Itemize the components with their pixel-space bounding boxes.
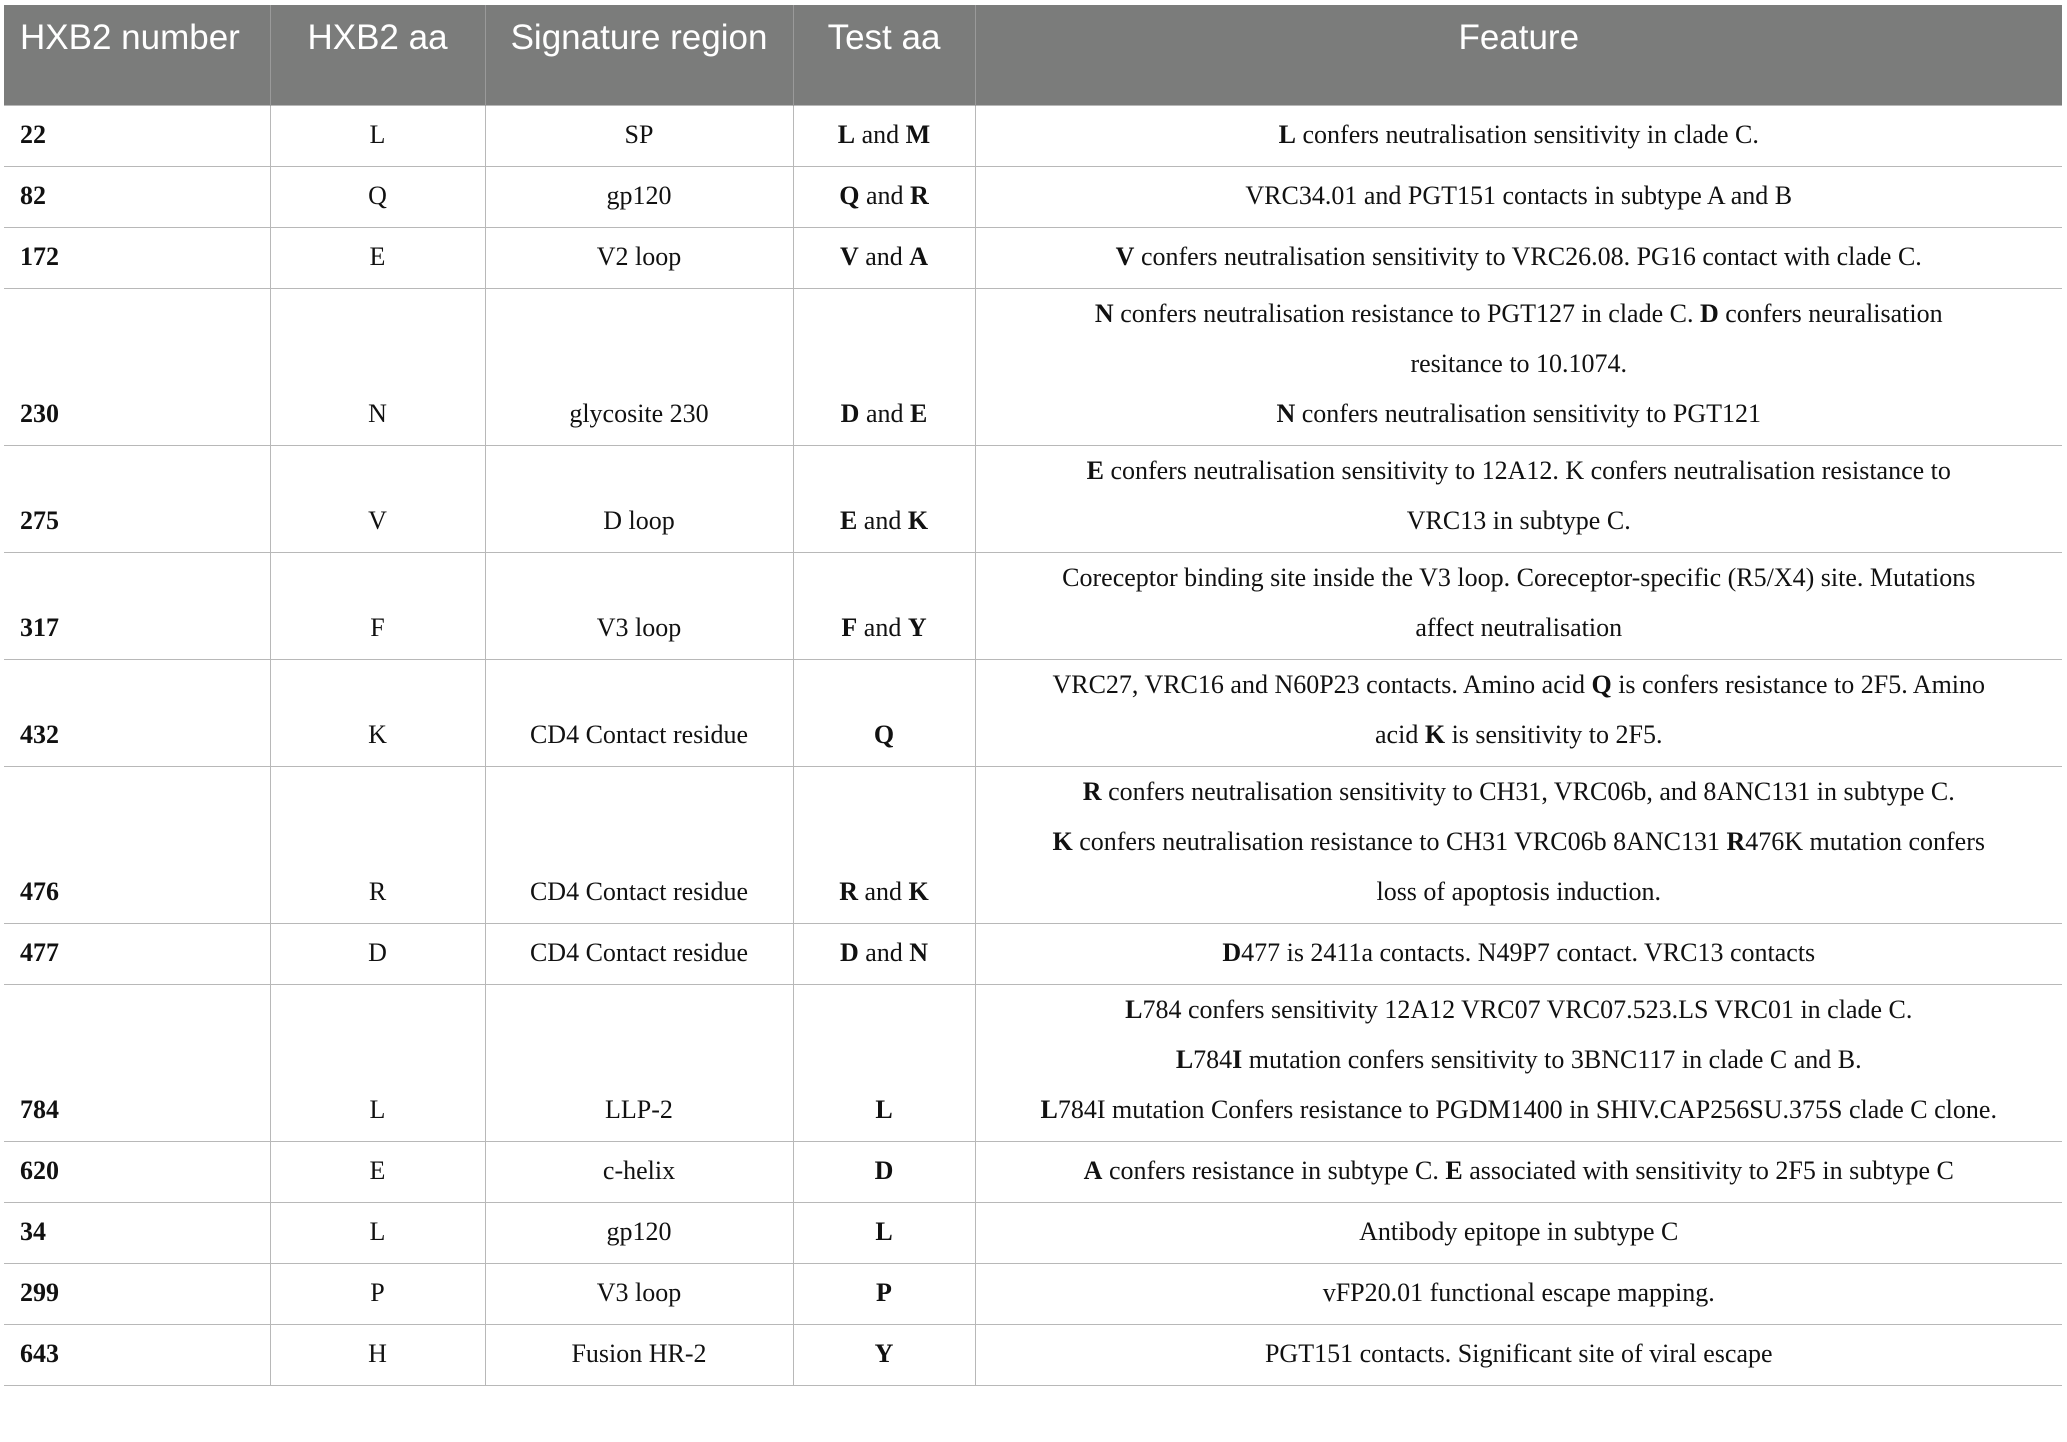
cell-test-aa bbox=[793, 659, 975, 766]
cell-test-aa bbox=[793, 288, 975, 445]
test-aa-segment: Q bbox=[839, 180, 860, 210]
table-row bbox=[4, 288, 2062, 445]
cell-hxb2-aa: D bbox=[270, 923, 485, 984]
table-row bbox=[4, 659, 2062, 766]
feature-line bbox=[984, 1268, 2055, 1318]
test-aa-segment: Y bbox=[907, 612, 927, 642]
cell-hxb2-aa: H bbox=[270, 1324, 485, 1385]
feature-segment: L bbox=[1175, 1044, 1194, 1074]
table-header bbox=[4, 5, 2062, 105]
feature-segment: Q bbox=[1591, 669, 1612, 699]
feature-line bbox=[984, 1146, 2055, 1196]
feature-segment: mutation confers sensitivity to 3BNC117 in clade C and B. bbox=[1242, 1044, 1862, 1074]
cell-feature bbox=[975, 923, 2062, 984]
cell-signature-region: D loop bbox=[485, 445, 793, 552]
test-aa-segment: and bbox=[855, 119, 906, 149]
feature-segment: D bbox=[1222, 937, 1242, 967]
feature-segment: Coreceptor binding site inside the V3 loop. Coreceptor-specific (R5/X4) site. Mutations bbox=[1062, 562, 1976, 592]
feature-segment: 784I mutation Confers resistance to PGDM1400 in SHIV.CAP256SU.375S clade C clone. bbox=[1057, 1094, 1997, 1124]
feature-segment: L bbox=[1125, 994, 1143, 1024]
cell-signature-region: LLP-2 bbox=[485, 984, 793, 1141]
test-aa-segment: and bbox=[859, 180, 910, 210]
feature-segment: loss of apoptosis induction. bbox=[1376, 876, 1662, 906]
cell-hxb2-number: 784 bbox=[4, 984, 270, 1141]
cell-test-aa bbox=[793, 552, 975, 659]
cell-feature bbox=[975, 1324, 2062, 1385]
feature-line bbox=[984, 660, 2055, 710]
feature-segment: K bbox=[1424, 719, 1446, 749]
feature-segment: R bbox=[1726, 826, 1746, 856]
cell-signature-region: CD4 Contact residue bbox=[485, 766, 793, 923]
cell-test-aa bbox=[793, 923, 975, 984]
feature-segment: L bbox=[1040, 1094, 1058, 1124]
feature-segment: E bbox=[1445, 1155, 1463, 1185]
cell-feature bbox=[975, 105, 2062, 166]
feature-segment: confers neutralisation sensitivity in clade C. bbox=[1296, 119, 1759, 149]
feature-segment: D bbox=[1699, 298, 1719, 328]
test-aa-segment: and bbox=[858, 241, 910, 271]
cell-hxb2-aa: P bbox=[270, 1263, 485, 1324]
test-aa-segment: E bbox=[909, 398, 928, 428]
cell-hxb2-number: 477 bbox=[4, 923, 270, 984]
table-row bbox=[4, 445, 2062, 552]
feature-segment: confers resistance in subtype C. bbox=[1102, 1155, 1446, 1185]
test-aa-segment: L bbox=[875, 1216, 893, 1246]
test-aa-segment: and bbox=[859, 398, 910, 428]
cell-test-aa bbox=[793, 1202, 975, 1263]
feature-segment: acid bbox=[1375, 719, 1425, 749]
feature-segment: 477 is 2411a contacts. N49P7 contact. VRC13 contacts bbox=[1241, 937, 1816, 967]
cell-test-aa bbox=[793, 105, 975, 166]
test-aa-segment: N bbox=[909, 937, 929, 967]
feature-line bbox=[984, 1085, 2055, 1135]
test-aa-segment: E bbox=[839, 505, 858, 535]
cell-hxb2-aa: L bbox=[270, 105, 485, 166]
test-aa-segment: L bbox=[837, 119, 856, 149]
test-aa-segment: K bbox=[907, 505, 929, 535]
feature-line bbox=[984, 817, 2055, 867]
header-feature: Feature bbox=[975, 5, 2062, 105]
cell-hxb2-number: 620 bbox=[4, 1141, 270, 1202]
test-aa-segment: F bbox=[841, 612, 858, 642]
table-row bbox=[4, 1141, 2062, 1202]
cell-test-aa bbox=[793, 1141, 975, 1202]
feature-line bbox=[984, 867, 2055, 917]
table-row bbox=[4, 166, 2062, 227]
feature-line bbox=[984, 289, 2055, 339]
feature-segment: I bbox=[1232, 1044, 1243, 1074]
feature-line bbox=[984, 767, 2055, 817]
cell-hxb2-number: 432 bbox=[4, 659, 270, 766]
cell-test-aa bbox=[793, 766, 975, 923]
cell-signature-region: V2 loop bbox=[485, 227, 793, 288]
cell-signature-region: CD4 Contact residue bbox=[485, 923, 793, 984]
feature-segment: is sensitivity to 2F5. bbox=[1445, 719, 1663, 749]
test-aa-segment: D bbox=[874, 1155, 894, 1185]
cell-feature bbox=[975, 445, 2062, 552]
test-aa-segment: Q bbox=[873, 719, 895, 749]
cell-hxb2-number: 172 bbox=[4, 227, 270, 288]
feature-line bbox=[984, 232, 2055, 282]
cell-hxb2-number: 275 bbox=[4, 445, 270, 552]
cell-feature bbox=[975, 1263, 2062, 1324]
test-aa-segment: and bbox=[857, 612, 908, 642]
cell-hxb2-number: 299 bbox=[4, 1263, 270, 1324]
table-row bbox=[4, 552, 2062, 659]
test-aa-segment: Y bbox=[874, 1338, 894, 1368]
cell-test-aa bbox=[793, 227, 975, 288]
feature-line bbox=[984, 171, 2055, 221]
cell-signature-region: c-helix bbox=[485, 1141, 793, 1202]
cell-signature-region: gp120 bbox=[485, 166, 793, 227]
feature-segment: affect neutralisation bbox=[1415, 612, 1623, 642]
cell-hxb2-number: 230 bbox=[4, 288, 270, 445]
cell-feature bbox=[975, 984, 2062, 1141]
test-aa-segment: A bbox=[909, 241, 929, 271]
feature-segment: A bbox=[1083, 1155, 1103, 1185]
feature-line bbox=[984, 1329, 2055, 1379]
cell-hxb2-number: 34 bbox=[4, 1202, 270, 1263]
cell-test-aa bbox=[793, 445, 975, 552]
feature-line bbox=[984, 985, 2055, 1035]
feature-segment: associated with sensitivity to 2F5 in subtype C bbox=[1462, 1155, 1954, 1185]
feature-segment: R bbox=[1082, 776, 1102, 806]
feature-line bbox=[984, 710, 2055, 760]
cell-feature bbox=[975, 1141, 2062, 1202]
cell-signature-region: SP bbox=[485, 105, 793, 166]
feature-line bbox=[984, 339, 2055, 389]
table-row bbox=[4, 766, 2062, 923]
cell-hxb2-number: 22 bbox=[4, 105, 270, 166]
cell-hxb2-aa: E bbox=[270, 227, 485, 288]
cell-test-aa bbox=[793, 1324, 975, 1385]
cell-hxb2-aa: V bbox=[270, 445, 485, 552]
table-row bbox=[4, 923, 2062, 984]
cell-test-aa bbox=[793, 1263, 975, 1324]
feature-segment: L bbox=[1278, 119, 1296, 149]
cell-signature-region: CD4 Contact residue bbox=[485, 659, 793, 766]
feature-line bbox=[984, 553, 2055, 603]
test-aa-segment: and bbox=[858, 876, 909, 906]
cell-hxb2-aa: F bbox=[270, 552, 485, 659]
feature-segment: VRC27, VRC16 and N60P23 contacts. Amino acid bbox=[1052, 669, 1592, 699]
test-aa-segment: R bbox=[839, 876, 858, 906]
feature-segment: E bbox=[1086, 455, 1104, 485]
cell-test-aa bbox=[793, 984, 975, 1141]
cell-hxb2-number: 317 bbox=[4, 552, 270, 659]
feature-segment: confers neutralisation sensitivity to VRC26.08. PG16 contact with clade C. bbox=[1134, 241, 1922, 271]
test-aa-segment: L bbox=[875, 1094, 893, 1124]
feature-segment: Antibody epitope in subtype C bbox=[1359, 1216, 1679, 1246]
feature-segment: confers neuralisation bbox=[1718, 298, 1943, 328]
feature-segment: vFP20.01 functional escape mapping. bbox=[1322, 1277, 1715, 1307]
feature-segment: VRC13 in subtype C. bbox=[1406, 505, 1631, 535]
feature-segment: confers neutralisation sensitivity to CH31, VRC06b, and 8ANC131 in subtype C. bbox=[1101, 776, 1955, 806]
table-row bbox=[4, 1263, 2062, 1324]
feature-segment: VRC34.01 and PGT151 contacts in subtype A and B bbox=[1245, 180, 1793, 210]
cell-hxb2-aa: Q bbox=[270, 166, 485, 227]
test-aa-segment: P bbox=[876, 1277, 892, 1307]
feature-line bbox=[984, 389, 2055, 439]
feature-segment: 784 confers sensitivity 12A12 VRC07 VRC07.523.LS VRC01 in clade C. bbox=[1142, 994, 1913, 1024]
test-aa-segment: D bbox=[839, 937, 859, 967]
feature-line bbox=[984, 928, 2055, 978]
cell-hxb2-aa: R bbox=[270, 766, 485, 923]
cell-signature-region: Fusion HR-2 bbox=[485, 1324, 793, 1385]
cell-hxb2-aa: E bbox=[270, 1141, 485, 1202]
cell-feature bbox=[975, 288, 2062, 445]
cell-test-aa bbox=[793, 166, 975, 227]
feature-segment: PGT151 contacts. Significant site of viral escape bbox=[1264, 1338, 1773, 1368]
header-signature-region: Signature region bbox=[485, 5, 793, 105]
feature-segment: N bbox=[1276, 398, 1296, 428]
cell-hxb2-aa: L bbox=[270, 984, 485, 1141]
header-row bbox=[4, 5, 2062, 105]
test-aa-segment: K bbox=[908, 876, 929, 906]
signature-table bbox=[4, 5, 2062, 1386]
cell-hxb2-number: 476 bbox=[4, 766, 270, 923]
test-aa-segment: R bbox=[910, 180, 929, 210]
table-row bbox=[4, 105, 2062, 166]
table-row bbox=[4, 984, 2062, 1141]
feature-line bbox=[984, 110, 2055, 160]
feature-segment: confers neutralisation sensitivity to PGT121 bbox=[1295, 398, 1762, 428]
table-row bbox=[4, 227, 2062, 288]
cell-hxb2-aa: K bbox=[270, 659, 485, 766]
table-row bbox=[4, 1202, 2062, 1263]
cell-signature-region: gp120 bbox=[485, 1202, 793, 1263]
cell-signature-region: V3 loop bbox=[485, 552, 793, 659]
cell-feature bbox=[975, 166, 2062, 227]
table-body bbox=[4, 105, 2062, 1385]
cell-feature bbox=[975, 766, 2062, 923]
feature-line bbox=[984, 1035, 2055, 1085]
feature-line bbox=[984, 603, 2055, 653]
cell-feature bbox=[975, 659, 2062, 766]
table-row bbox=[4, 1324, 2062, 1385]
cell-feature bbox=[975, 552, 2062, 659]
header-test-aa: Test aa bbox=[793, 5, 975, 105]
cell-feature bbox=[975, 227, 2062, 288]
feature-segment: confers neutralisation sensitivity to 12A12. K confers neutralisation resistance to bbox=[1103, 455, 1951, 485]
cell-hxb2-number: 82 bbox=[4, 166, 270, 227]
feature-segment: is confers resistance to 2F5. Amino bbox=[1611, 669, 1986, 699]
cell-hxb2-number: 643 bbox=[4, 1324, 270, 1385]
feature-line bbox=[984, 446, 2055, 496]
feature-segment: 476K mutation confers bbox=[1745, 826, 1985, 856]
cell-hxb2-aa: L bbox=[270, 1202, 485, 1263]
cell-hxb2-aa: N bbox=[270, 288, 485, 445]
feature-line bbox=[984, 1207, 2055, 1257]
header-hxb2-aa: HXB2 aa bbox=[270, 5, 485, 105]
cell-signature-region: glycosite 230 bbox=[485, 288, 793, 445]
feature-segment: resitance to 10.1074. bbox=[1410, 348, 1628, 378]
feature-segment: confers neutralisation resistance to PGT127 in clade C. bbox=[1113, 298, 1700, 328]
header-hxb2-number: HXB2 number bbox=[4, 5, 270, 105]
test-aa-segment: and bbox=[858, 937, 910, 967]
test-aa-segment: D bbox=[840, 398, 860, 428]
test-aa-segment: M bbox=[905, 119, 931, 149]
cell-feature bbox=[975, 1202, 2062, 1263]
test-aa-segment: V bbox=[839, 241, 859, 271]
feature-segment: 784 bbox=[1193, 1044, 1233, 1074]
feature-segment: V bbox=[1115, 241, 1135, 271]
feature-segment: K bbox=[1052, 826, 1073, 856]
cell-signature-region: V3 loop bbox=[485, 1263, 793, 1324]
feature-line bbox=[984, 496, 2055, 546]
feature-segment: N bbox=[1094, 298, 1114, 328]
feature-segment: confers neutralisation resistance to CH31 VRC06b 8ANC131 bbox=[1072, 826, 1727, 856]
test-aa-segment: and bbox=[857, 505, 908, 535]
